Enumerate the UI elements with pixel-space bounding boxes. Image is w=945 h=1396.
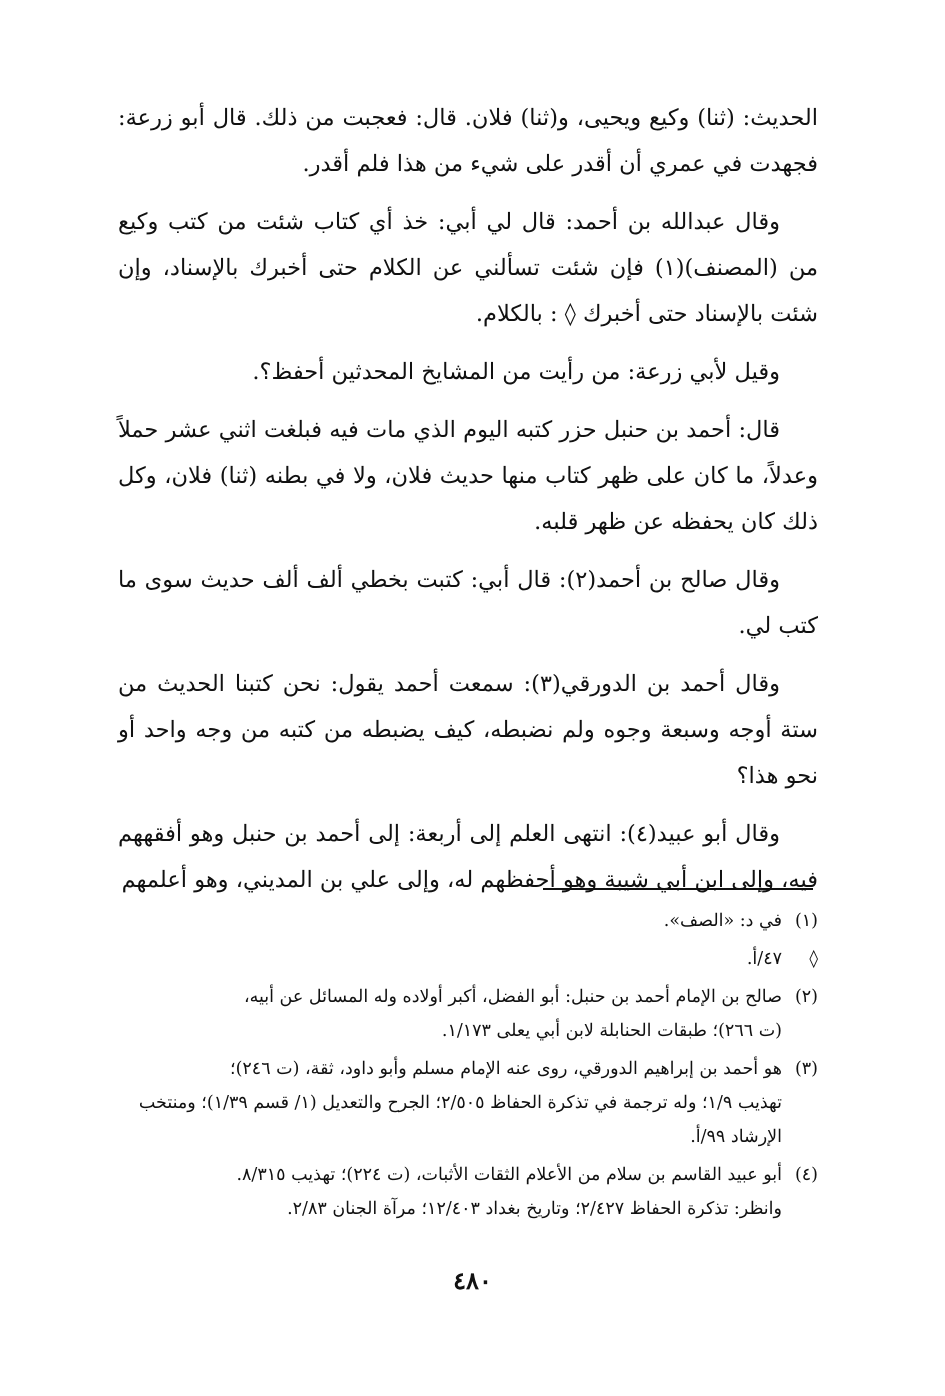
footnote-mark: (١) bbox=[794, 911, 818, 931]
footnote-mark: (٢) bbox=[794, 987, 818, 1007]
folio-mark: ◊ bbox=[809, 949, 818, 969]
paragraph-6: وقال أحمد بن الدورقي(٣): سمعت أحمد يقول: نحن كتبنا الحديث من ستة أوجه وسبعة وجوه ولم نضبطه، كيف يضبطه من كتبه من وجه واحد أو نحو هذا؟ bbox=[118, 671, 818, 789]
paragraph-3: وقيل لأبي زرعة: من رأيت من المشايخ المحدثين أحفظ؟. bbox=[252, 359, 780, 385]
main-text bbox=[118, 95, 818, 903]
footnote-text: صالح بن الإمام أحمد بن حنبل: أبو الفضل، أكبر أولاده وله المسائل عن أبيه، bbox=[243, 987, 782, 1007]
footnote-continuation: تهذيب ١/٩؛ وله ترجمة في تذكرة الحفاظ ٢/٥٠٥؛ الجرح والتعديل (١/ قسم ١/٣٩)؛ ومنتخب الإرشاد ٩٩/أ. bbox=[138, 1093, 782, 1147]
footnote-continuation: وانظر: تذكرة الحفاظ ٢/٤٢٧؛ وتاريخ بغداد ١٢/٤٠٣؛ مرآة الجنان ٢/٨٣. bbox=[287, 1199, 782, 1219]
footnote-continuation: (ت ٢٦٦)؛ طبقات الحنابلة لابن أبي يعلى ١/١٧٣. bbox=[441, 1021, 782, 1041]
page-body bbox=[118, 95, 818, 915]
footnote-text: في د: «الصف». bbox=[663, 911, 782, 931]
page-number: ٤٨٠ bbox=[453, 1266, 492, 1295]
paragraph-7: وقال أبو عبيد(٤): انتهى العلم إلى أربعة: إلى أحمد بن حنبل وهو أفقههم فيه، وإلى ابن أبي شيبة وهو أحفظهم له، وإلى علي بن المديني، وهو أعلمهم bbox=[118, 821, 818, 893]
footnote-text: أبو عبيد القاسم بن سلام من الأعلام الثقات الأثبات، (ت ٢٢٤)؛ تهذيب ٨/٣١٥. bbox=[236, 1165, 782, 1185]
footnote-text: هو أحمد بن إبراهيم الدورقي، روى عنه الإمام مسلم وأبو داود، ثقة، (ت ٢٤٦)؛ bbox=[230, 1059, 782, 1079]
paragraph-1: الحديث: (ثنا) وكيع ويحيى، و(ثنا) فلان. قال: فعجبت من ذلك. قال أبو زرعة: فجهدت في عمري أن أقدر على شيء من هذا فلم أقدر. bbox=[118, 105, 818, 177]
footnote-folio bbox=[118, 942, 818, 976]
footnote-3 bbox=[118, 1052, 818, 1154]
paragraph-2: وقال عبدالله بن أحمد: قال لي أبي: خذ أي كتاب شئت من كتب وكيع من (المصنف)(١) فإن شئت تسألني عن الكلام حتى أخبرك بالإسناد، وإن شئت بالإسناد حتى أخبرك ◊ : بالكلام. bbox=[118, 209, 818, 327]
footnote-divider bbox=[543, 888, 813, 890]
footnote-text: ٤٧/أ. bbox=[746, 949, 782, 969]
paragraph-5: وقال صالح بن أحمد(٢): قال أبي: كتبت بخطي ألف ألف حديث سوى ما كتب لي. bbox=[118, 567, 818, 639]
footnote-mark: (٤) bbox=[794, 1165, 818, 1185]
footnote-4 bbox=[118, 1158, 818, 1226]
footnote-1 bbox=[118, 904, 818, 938]
footnotes bbox=[118, 900, 818, 1228]
footnote-2 bbox=[118, 980, 818, 1048]
paragraph-4: قال: أحمد بن حنبل حزر كتبه اليوم الذي مات فيه فبلغت اثني عشر حملاً وعدلاً، ما كان على ظهر كتاب منها حديث فلان، ولا في بطنه (ثنا) فلان، وكل ذلك كان يحفظه عن ظهر قلبه. bbox=[118, 417, 818, 535]
footnote-mark: (٣) bbox=[794, 1059, 818, 1079]
